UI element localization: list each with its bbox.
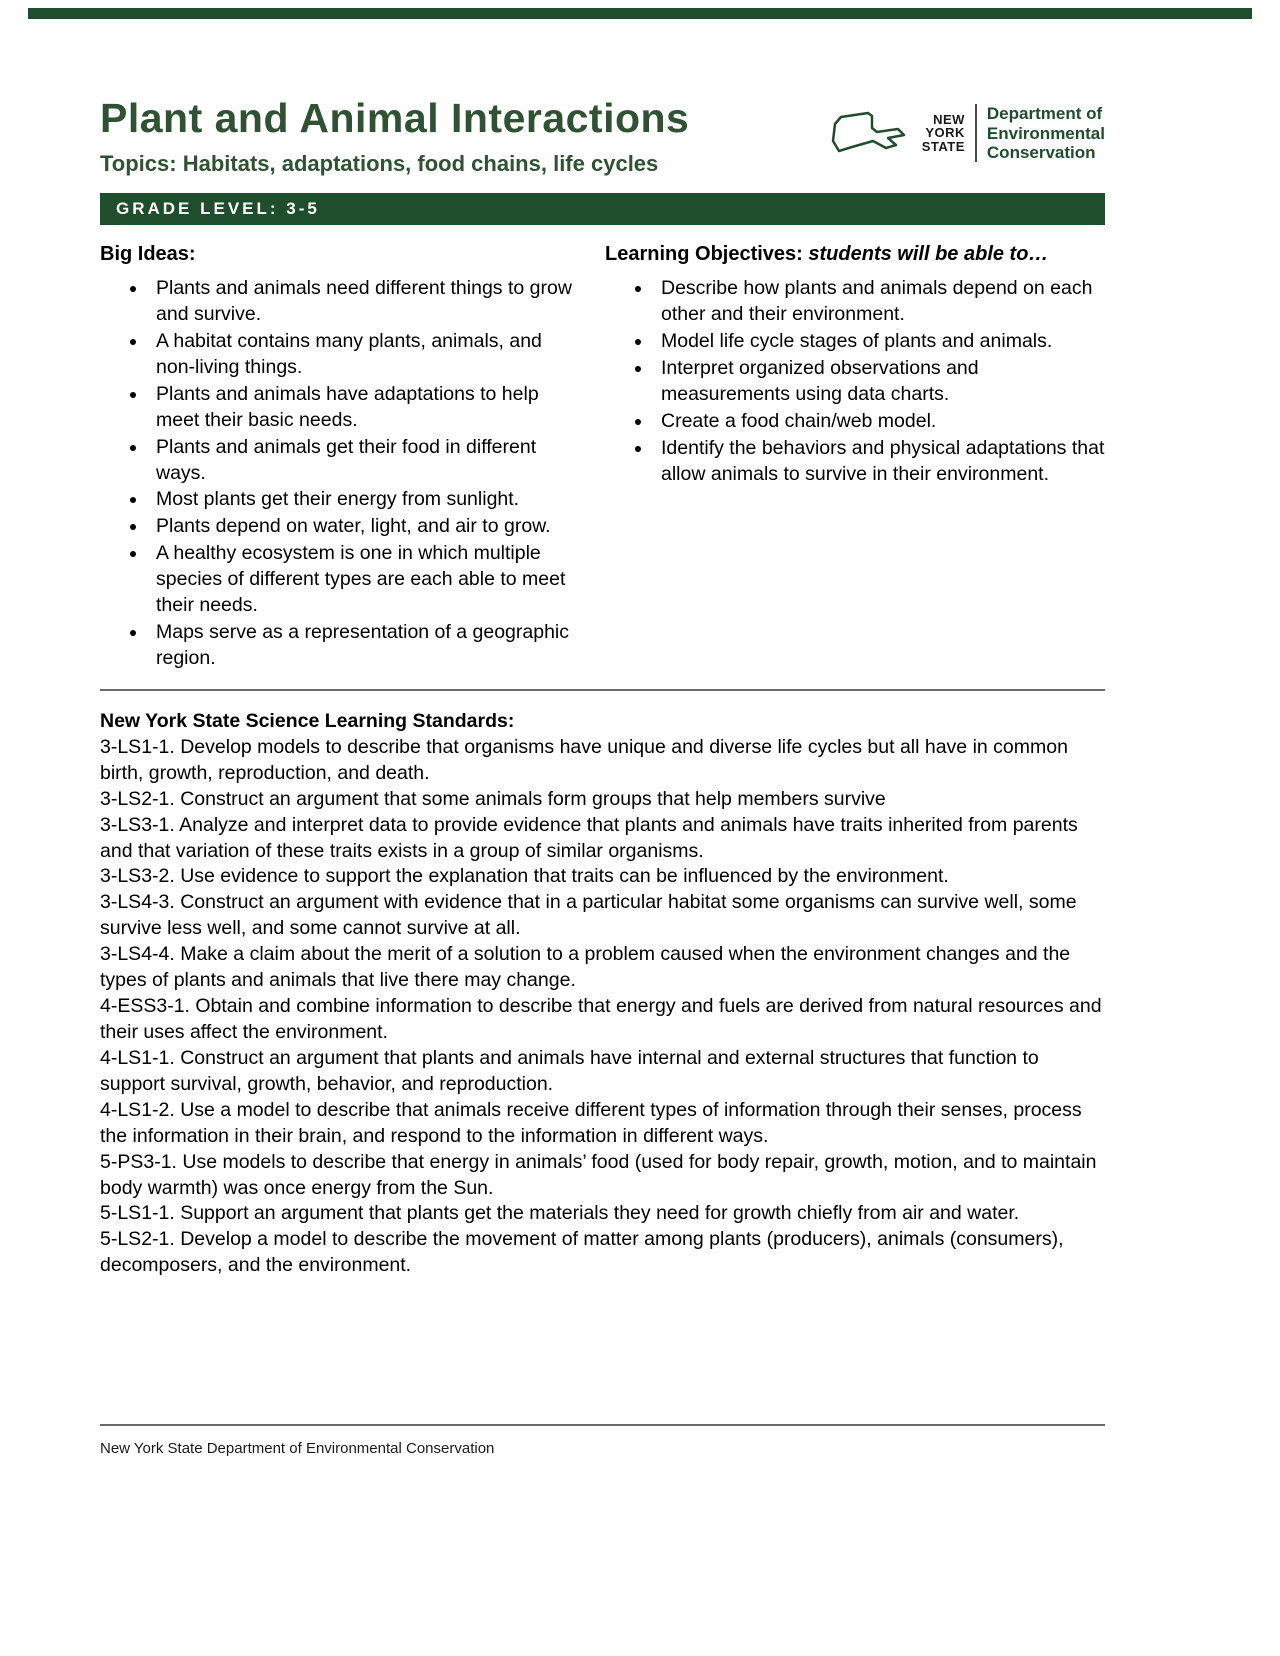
standard-item: 3-LS4-4. Make a claim about the merit of a solution to a problem caused when the environment changes and the types of plants and animals that live there may change. [100, 943, 1071, 992]
page-title: Plant and Animal Interactions [100, 95, 690, 141]
standard-item: 4-ESS3-1. Obtain and combine information to describe that energy and fuels are derived from natural resources and their uses affect the environment. [100, 995, 1102, 1043]
department-wordmark [987, 104, 1105, 163]
top-accent-bar [28, 8, 1252, 19]
standard-item: 3-LS3-1. Analyze and interpret data to provide evidence that plants and animals have traits inherited from parents and that variation of these traits exists in a group of similar organisms. [100, 813, 1078, 862]
ny-state-outline-icon [828, 107, 916, 159]
logo-divider [975, 104, 977, 162]
logo-word-state: STATE [921, 139, 965, 155]
list-item: • Maps serve as a representation of a geographic region. [148, 620, 585, 672]
logo-word-new: NEW [933, 111, 965, 127]
list-item: • A habitat contains many plants, animals, and non-living things. [148, 329, 585, 381]
standard-item: 5-LS1-1. Support an argument that plants get the materials they need for growth chiefly from air and water. [100, 1202, 1020, 1225]
list-item: • A healthy ecosystem is one in which multiple species of different types are each able to meet their needs. [148, 541, 585, 619]
list-item: • Model life cycle stages of plants and animals. [653, 329, 1105, 355]
list-item: • Plants depend on water, light, and air to grow. [148, 514, 585, 540]
objectives-heading-italic: students will be able to… [802, 243, 1049, 266]
standard-item: 5-LS2-1. Develop a model to describe the movement of matter among plants (producers), animals (consumers), decomposers, and the environment. [100, 1228, 1064, 1277]
list-item: • Describe how plants and animals depend on each other and their environment. [653, 276, 1105, 328]
footer-text: New York State Department of Environmental Conservation [100, 1440, 495, 1457]
standard-item: 4-LS1-1. Construct an argument that plants and animals have internal and external structures that function to support survival, growth, behavior, and reproduction. [100, 1046, 1039, 1095]
standard-item: 3-LS3-2. Use evidence to support the explanation that traits can be influenced by the environment. [100, 865, 949, 888]
dept-line-1: Department of [986, 104, 1103, 123]
ny-state-mark [828, 107, 965, 159]
dept-line-3: Conservation [986, 143, 1096, 163]
standards-section [100, 709, 1105, 1279]
logo-word-york: YORK [925, 125, 965, 141]
list-item: • Plants and animals need different things to grow and survive. [148, 276, 585, 328]
standard-item: 3-LS2-1. Construct an argument that some animals form groups that help members survive [100, 787, 886, 810]
footer-divider [100, 1424, 1105, 1426]
list-item: • Interpret organized observations and measurements using data charts. [653, 356, 1105, 408]
two-column-section [100, 243, 1105, 673]
list-item: • Plants and animals have adaptations to help meet their basic needs. [148, 382, 585, 434]
big-ideas-column [100, 243, 605, 673]
standard-item: 4-LS1-2. Use a model to describe that animals receive different types of information through their senses, process the information in their brain, and respond to the information in different ways. [100, 1098, 1082, 1147]
document-header [100, 96, 1105, 177]
nysdec-logo [828, 104, 1105, 163]
objectives-heading-bold: Learning Objectives: [605, 243, 803, 266]
standards-heading: New York State Science Learning Standards: [100, 709, 515, 732]
list-item: • Plants and animals get their food in different ways. [148, 435, 585, 487]
big-ideas-list [100, 276, 585, 672]
page-footer [100, 1424, 1105, 1457]
standard-item: 3-LS1-1. Develop models to describe that organisms have unique and diverse life cycles but all have in common birth, growth, reproduction, and death. [100, 735, 1068, 784]
learning-objectives-heading [605, 243, 1105, 266]
standard-item: 3-LS4-3. Construct an argument with evidence that in a particular habitat some organisms can survive well, some survive less well, and some cannot survive at all. [100, 891, 1077, 940]
page-content [100, 96, 1105, 1279]
section-divider [100, 689, 1105, 691]
list-item: • Most plants get their energy from sunlight. [148, 487, 585, 513]
learning-objectives-list [605, 276, 1105, 487]
learning-objectives-column [605, 243, 1105, 673]
ny-state-wordmark [922, 113, 965, 154]
topics-subtitle: Topics: Habitats, adaptations, food chains, life cycles [100, 151, 659, 177]
big-ideas-heading: Big Ideas: [100, 243, 196, 266]
grade-level-banner: GRADE LEVEL: 3-5 [100, 193, 1105, 225]
list-item: • Identify the behaviors and physical adaptations that allow animals to survive in their environment. [653, 436, 1105, 488]
dept-line-2: Environmental [986, 123, 1105, 143]
standard-item: 5-PS3-1. Use models to describe that energy in animals’ food (used for body repair, growth, motion, and to maintain body warmth) was once energy from the Sun. [100, 1150, 1097, 1199]
list-item: • Create a food chain/web model. [653, 409, 1105, 435]
